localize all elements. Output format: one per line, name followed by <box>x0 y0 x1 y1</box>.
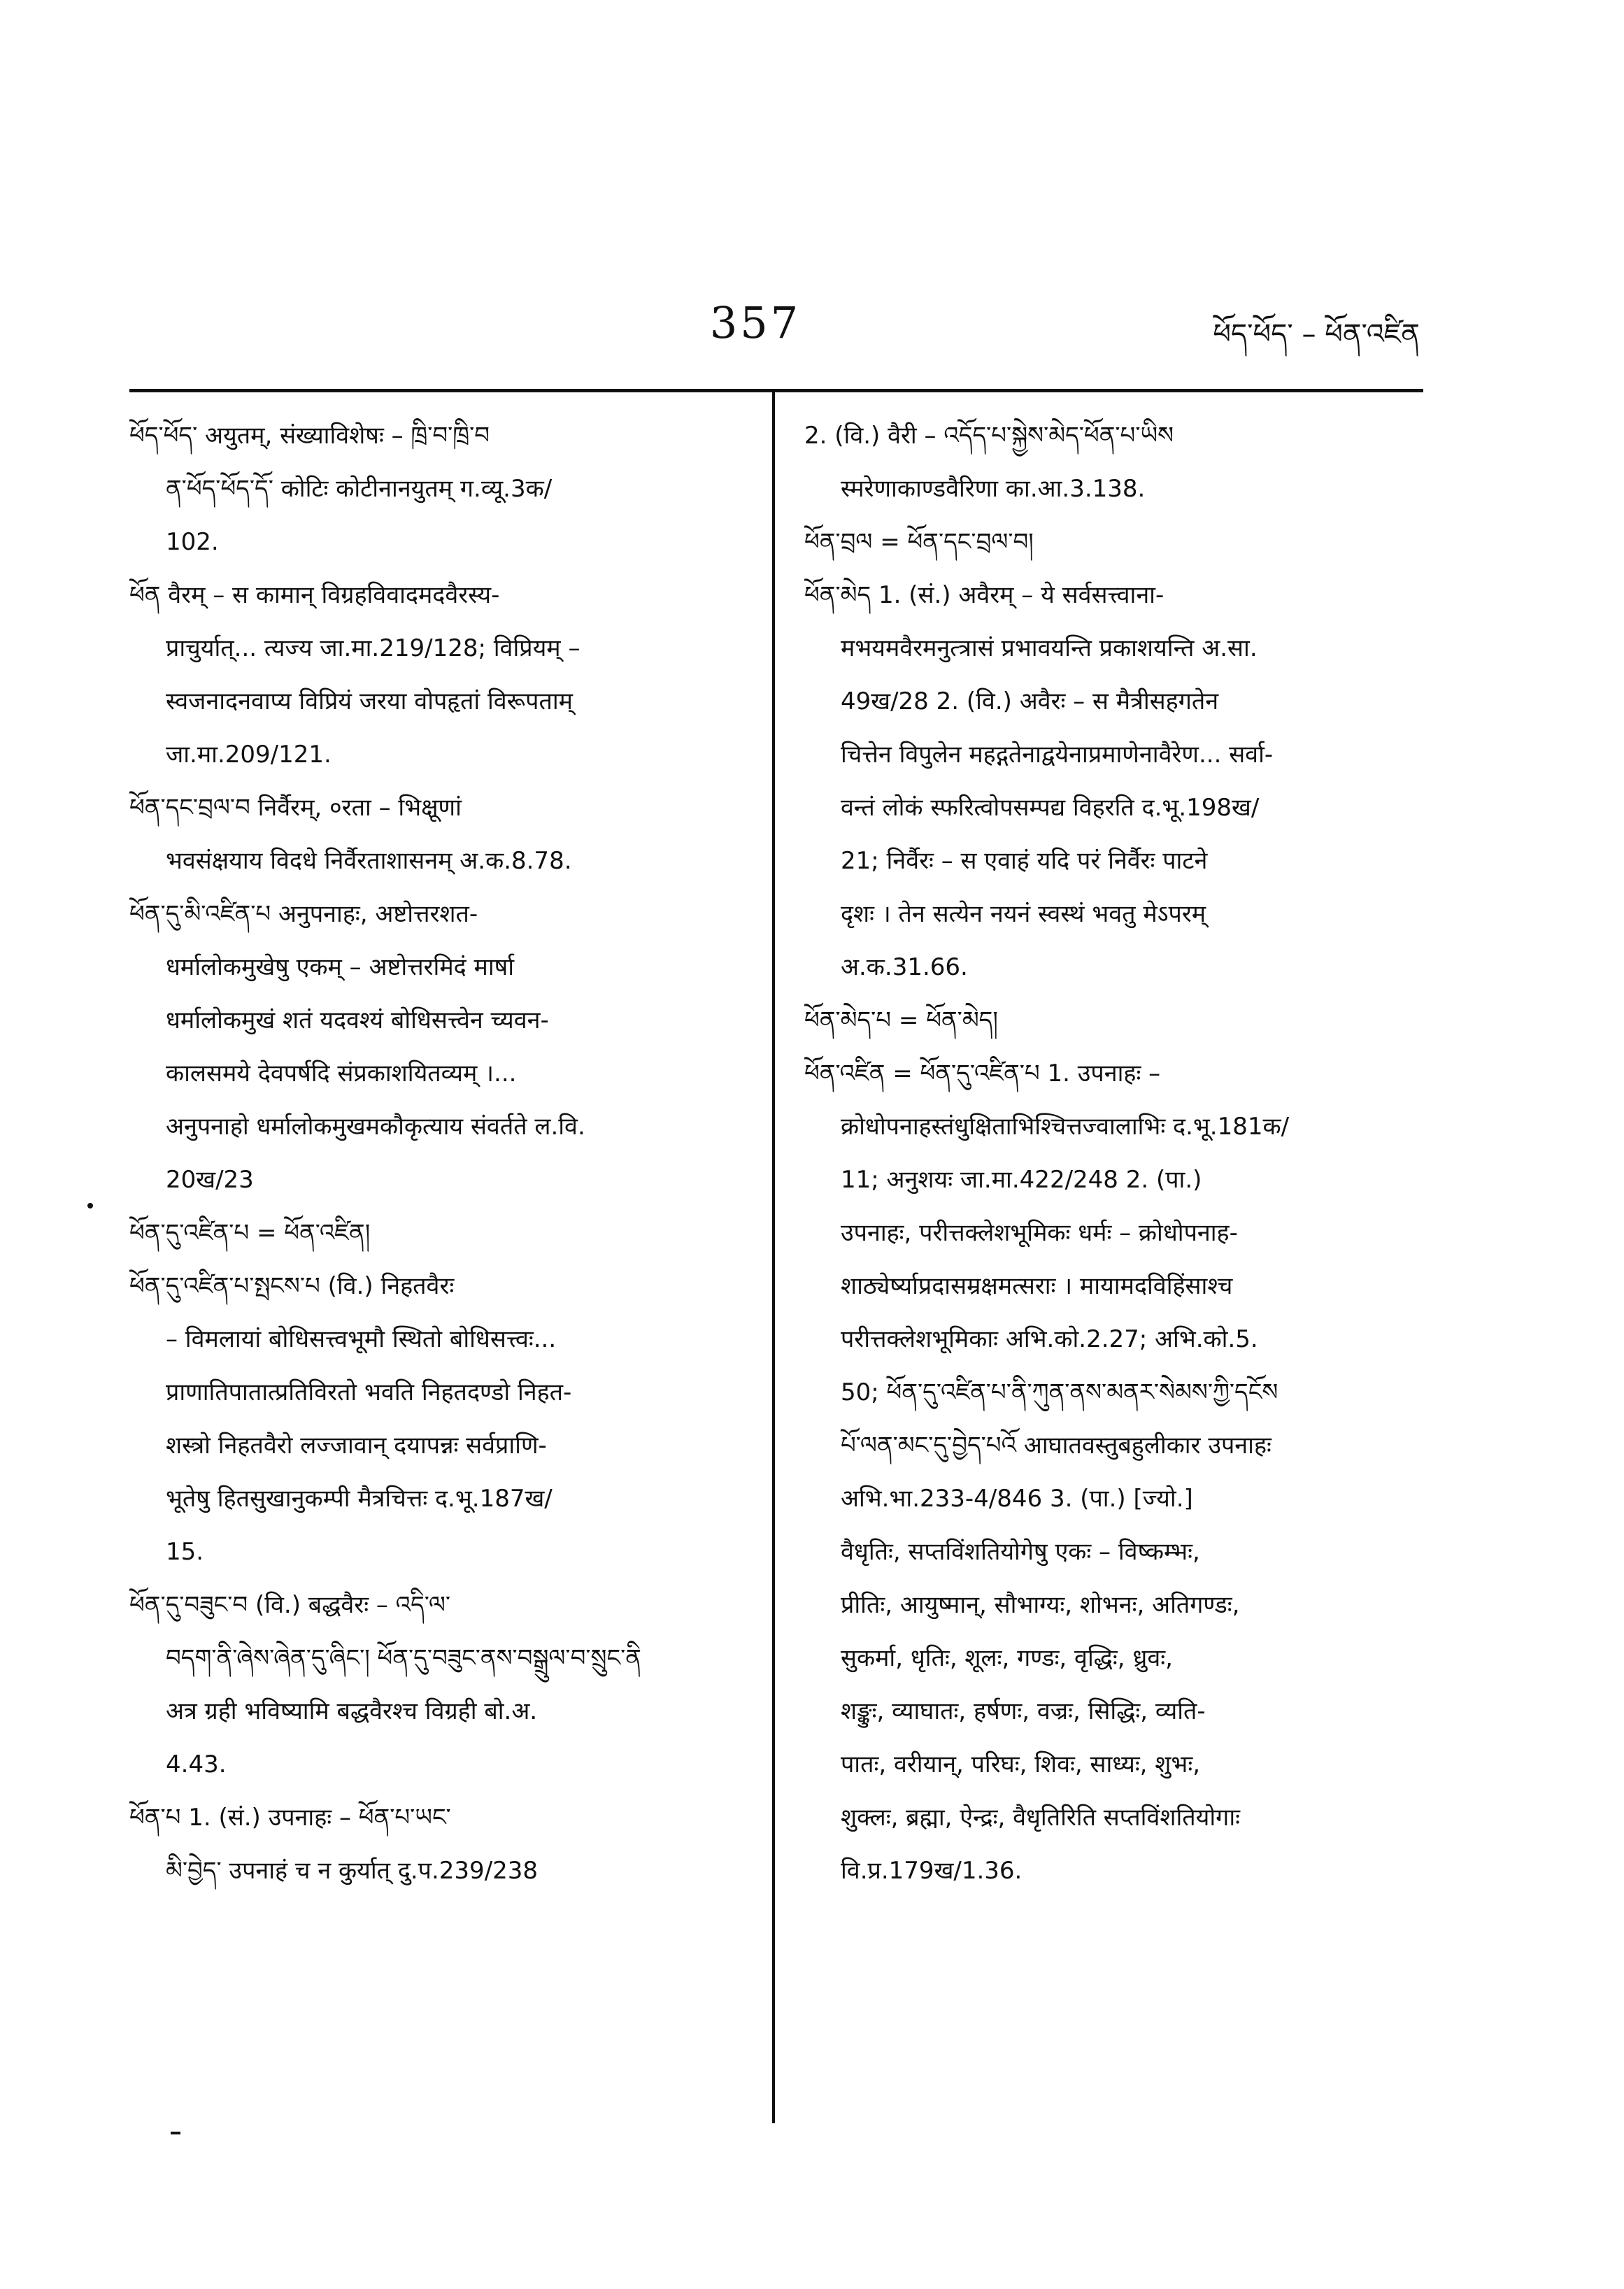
entry-line: वन्तं लोकं स्फरित्वोपसम्पद्य विहरति द.भू.198ख/ <box>841 794 1260 822</box>
entry-line: पातः, वरीयान्, परिघः, शिवः, साध्यः, शुभः, <box>841 1750 1200 1778</box>
entry-line: ཕོན་དང་བྲལ་བ निर्वैरम्, ०रता – भिक्षूणां <box>129 794 462 822</box>
entry-line: शुक्लः, ब्रह्मा, ऐन्द्रः, वैधृतिरिति सप्तविंशतियोगाः <box>841 1804 1240 1832</box>
entry-line: स्मरेणाकाण्डवैरिणा का.आ.3.138. <box>841 475 1146 503</box>
margin-dot <box>87 1203 93 1208</box>
entry-line: 20ख/23 <box>166 1166 254 1194</box>
entry-line: भूतेषु हितसुखानुकम्पी मैत्रचित्तः द.भू.187ख/ <box>166 1485 553 1513</box>
entry-line: अनुपनाहो धर्मालोकमुखमकौकृत्याय संवर्तते ल.वि. <box>166 1113 585 1141</box>
page-number: 357 <box>709 297 802 348</box>
entry-line: कालसमये देवपर्षदि संप्रकाशयितव्यम् ।... <box>166 1060 517 1088</box>
dictionary-entry <box>804 994 1402 1047</box>
entry-line: ཕོན་དུ་འཛིན་པ་སྤངས་པ (वि.) निहतवैरः <box>129 1272 455 1300</box>
dictionary-entry <box>129 781 727 887</box>
entry-line: प्राणातिपातात्प्रतिविरतो भवति निहतदण्डो निहत- <box>166 1378 572 1406</box>
running-head: ཕོད་ཕོད་ – ཕོན་འཛིན <box>1213 318 1420 350</box>
entry-line: པོ་ལན་མང་དུ་བྱེད་པའོ आघातवस्तुबहुलीकार उपनाहः <box>841 1432 1272 1460</box>
entry-line: शस्त्रो निहतवैरो लज्जावान् दयापन्नः सर्वप्राणि- <box>166 1432 547 1460</box>
entry-line: उपनाहः, परीत्तक्लेशभूमिकः धर्मः – क्रोधोपनाह- <box>841 1219 1238 1247</box>
entry-line: ན་ཕོད་ཕོད་དོ་ कोटिः कोटीनानयुतम् ग.व्यू.3क/ <box>166 475 553 503</box>
entry-line: शाठ्येर्ष्याप्रदासम्रक्षमत्सराः । मायामदविहिंसाश्च <box>841 1272 1233 1300</box>
entry-line: 102. <box>166 528 219 556</box>
entry-line: 15. <box>166 1538 204 1566</box>
dictionary-entry <box>129 1260 727 1578</box>
header-rule <box>129 389 1423 392</box>
entry-line: स्वजनादनवाप्य विप्रियं जरया वोपहृतां विरूपताम् <box>166 687 573 715</box>
entry-line: धर्मालोकमुखं शतं यदवश्यं बोधिसत्त्वेन च्यवन- <box>166 1006 549 1034</box>
entry-line: – विमलायां बोधिसत्त्वभूमौ स्थितो बोधिसत्त्वः... <box>166 1325 557 1353</box>
entry-line: བདག་ནི་ཞེས་ཞེན་དུ་ཞིང་། ཕོན་དུ་བཟུང་ནས་བསྒྲུལ་བ་སྲུང་ནི <box>166 1644 641 1672</box>
entry-line: 49ख/28 2. (वि.) अवैरः – स मैत्रीसहगतेन <box>841 687 1219 715</box>
dictionary-entry <box>129 1791 727 1897</box>
entry-line: क्रोधोपनाहस्तंधुक्षिताभिश्चित्तज्वालाभिः द.भू.181क/ <box>841 1113 1290 1141</box>
entry-line: चित्तेन विपुलेन महद्गतेनाद्वयेनाप्रमाणेनावैरेण... सर्वा- <box>841 741 1274 769</box>
entry-line: ཕོན་བྲལ = ཕོན་དང་བྲལ་བ། <box>804 528 1034 556</box>
dictionary-entry <box>129 569 727 781</box>
entry-line: प्राचुर्यात्... त्यज्य जा.मा.219/128; विप्रियम् – <box>166 634 580 662</box>
entry-line: 21; निर्वैरः – स एवाहं यदि परं निर्वैरः पाटने <box>841 847 1208 875</box>
dictionary-entry <box>129 409 727 569</box>
entry-line: भवसंक्षयाय विदधे निर्वैरताशासनम् अ.क.8.78. <box>166 847 572 875</box>
entry-line: वैधृतिः, सप्तविंशतियोगेषु एकः – विष्कम्भः, <box>841 1538 1200 1566</box>
dictionary-entry <box>804 409 1402 515</box>
entry-line: मभयमवैरमनुत्त्रासं प्रभावयन्ति प्रकाशयन्ति अ.सा. <box>841 634 1258 662</box>
left-column <box>129 409 727 1897</box>
entry-line: धर्मालोकमुखेषु एकम् – अष्टोत्तरमिदं मार्षा <box>166 953 515 981</box>
entry-line: ཕོན वैरम् – स कामान् विग्रहविवादमदवैरस्य- <box>129 581 500 609</box>
entry-line: ཕོན་འཛིན = ཕོན་དུ་འཛིན་པ 1. उपनाहः – <box>804 1060 1161 1088</box>
entry-line: ཕོད་ཕོད་ अयुतम्, संख्याविशेषः – ཁྲི་བ་ཁྲི་བ <box>129 422 490 450</box>
entry-line: अभि.भा.233-4/846 3. (पा.) [ज्यो.] <box>841 1485 1193 1513</box>
dictionary-entry <box>129 1206 727 1260</box>
entry-line: 50; ཕོན་དུ་འཛིན་པ་ནི་ཀུན་ནས་མནར་སེམས་ཀྱི་དངོས <box>841 1378 1278 1406</box>
entry-line: शङ्कुः, व्याघातः, हर्षणः, वज्रः, सिद्धिः, व्यति- <box>841 1697 1206 1725</box>
entry-line: अ.क.31.66. <box>841 953 968 981</box>
dictionary-entry <box>129 887 727 1206</box>
right-column <box>804 409 1402 1897</box>
margin-dash <box>171 2132 180 2134</box>
entry-line: वि.प्र.179ख/1.36. <box>841 1857 1023 1885</box>
entry-line: 2. (वि.) वैरी – འདོད་པ་སྐྱེས་མེད་ཕོན་པ་ཡིས <box>804 422 1174 450</box>
entry-line: 4.43. <box>166 1750 227 1778</box>
entry-line: अत्र ग्रही भविष्यामि बद्धवैरश्च विग्रही बो.अ. <box>166 1697 538 1725</box>
entry-line: ཕོན་དུ་བཟུང་བ (वि.) बद्धवैरः – འདི་ལ་ <box>129 1591 451 1619</box>
entry-line: ཕོན་མེད 1. (सं.) अवैरम् – ये सर्वसत्त्वाना- <box>804 581 1164 609</box>
dictionary-entry <box>129 1578 727 1791</box>
entry-line: सुकर्मा, धृतिः, शूलः, गण्डः, वृद्धिः, ध्रुवः, <box>841 1644 1173 1672</box>
entry-line: प्रीतिः, आयुष्मान्, सौभाग्यः, शोभनः, अतिगण्डः, <box>841 1591 1240 1619</box>
dictionary-entry <box>804 515 1402 569</box>
entry-line: परीत्तक्लेशभूमिकाः अभि.को.2.27; अभि.को.5. <box>841 1325 1258 1353</box>
entry-line: ཕོན་པ 1. (सं.) उपनाहः – ཕོན་པ་ཡང་ <box>129 1804 451 1832</box>
entry-line: दृशः । तेन सत्येन नयनं स्वस्थं भवतु मेऽपरम् <box>841 900 1206 928</box>
entry-line: ཕོན་དུ་མི་འཛིན་པ अनुपनाहः, अष्टोत्तरशत- <box>129 900 478 928</box>
column-divider <box>772 389 775 2123</box>
dictionary-entry <box>804 569 1402 994</box>
entry-line: ཕོན་མེད་པ = ཕོན་མེད། <box>804 1006 998 1034</box>
entry-line: མི་བྱེད་ उपनाहं च न कुर्यात् दु.प.239/238 <box>166 1857 539 1885</box>
dictionary-entry <box>804 1047 1402 1897</box>
entry-line: 11; अनुशयः जा.मा.422/248 2. (पा.) <box>841 1166 1202 1194</box>
entry-line: जा.मा.209/121. <box>166 741 332 769</box>
entry-line: ཕོན་དུ་འཛིན་པ = ཕོན་འཛིན། <box>129 1219 371 1247</box>
